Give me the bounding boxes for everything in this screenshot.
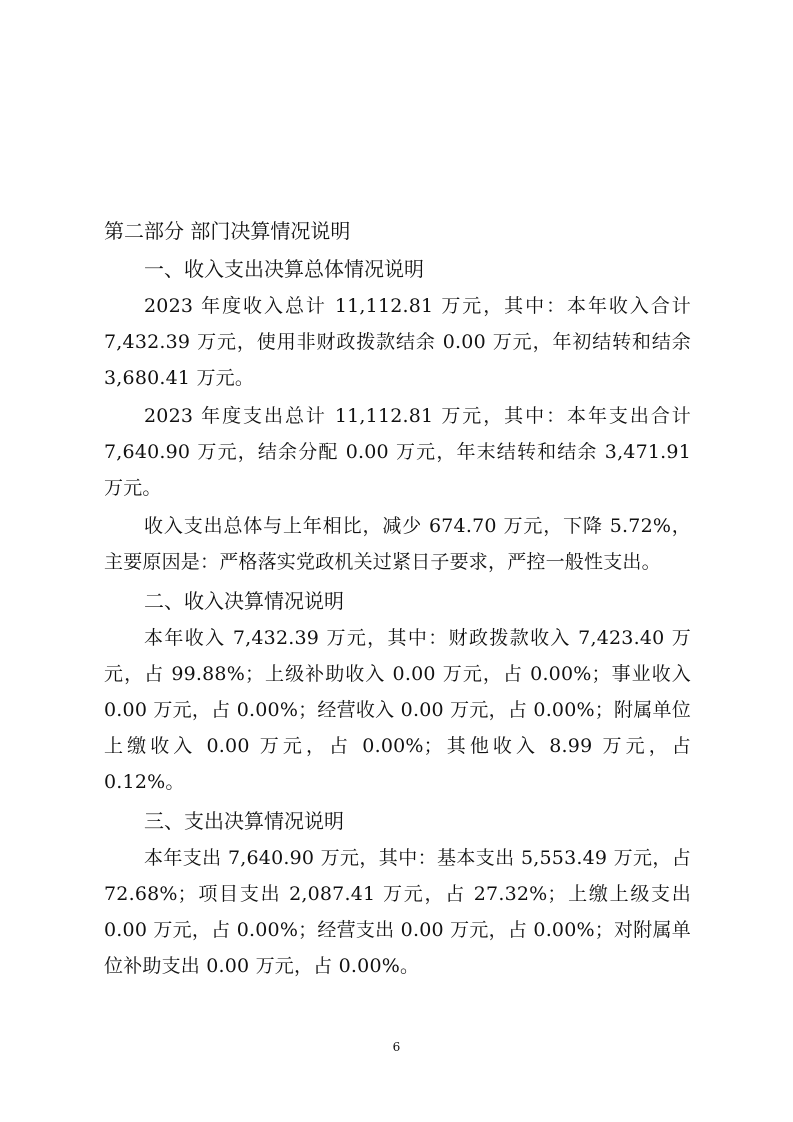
paragraph-expense-breakdown: 本年支出 7,640.90 万元，其中：基本支出 5,553.49 万元，占 72.68%；项目支出 2,087.41 万元，占 27.32%；上缴上级支出 0.00 万元，占 0.00%；经营支出 0.00 万元，占 0.00%；对附属单位补助支出 0.00 万元，占 0.00%。 — [104, 847, 691, 977]
paragraph-year-comparison: 收入支出总体与上年相比，减少 674.70 万元，下降 5.72%，主要原因是：严格落实党政机关过紧日子要求，严控一般性支出。 — [104, 515, 691, 573]
section-heading-overall: 一、收入支出决算总体情况说明 — [144, 257, 424, 281]
paragraph-income-total: 2023 年度收入总计 11,112.81 万元，其中：本年收入合计 7,432.39 万元，使用非财政拨款结余 0.00 万元，年初结转和结余 3,680.41 万元。 — [104, 295, 691, 389]
part-title: 第二部分 部门决算情况说明 — [104, 219, 351, 243]
document-body — [104, 212, 691, 986]
section-heading-income: 二、收入决算情况说明 — [144, 589, 344, 613]
paragraph-income-breakdown: 本年收入 7,432.39 万元，其中：财政拨款收入 7,423.40 万元，占 99.88%；上级补助收入 0.00 万元，占 0.00%；事业收入 0.00 万元，占 0.00%；经营收入 0.00 万元，占 0.00%；附属单位上缴收入 0.00 万元，占 0.00%；其他收入 8.99 万元，占 0.12%。 — [104, 627, 691, 793]
page-number: 6 — [392, 1040, 401, 1054]
section-heading-expense: 三、支出决算情况说明 — [144, 809, 344, 833]
paragraph-expense-total: 2023 年度支出总计 11,112.81 万元，其中：本年支出合计 7,640.90 万元，结余分配 0.00 万元，年末结转和结余 3,471.91 万元。 — [104, 405, 691, 499]
